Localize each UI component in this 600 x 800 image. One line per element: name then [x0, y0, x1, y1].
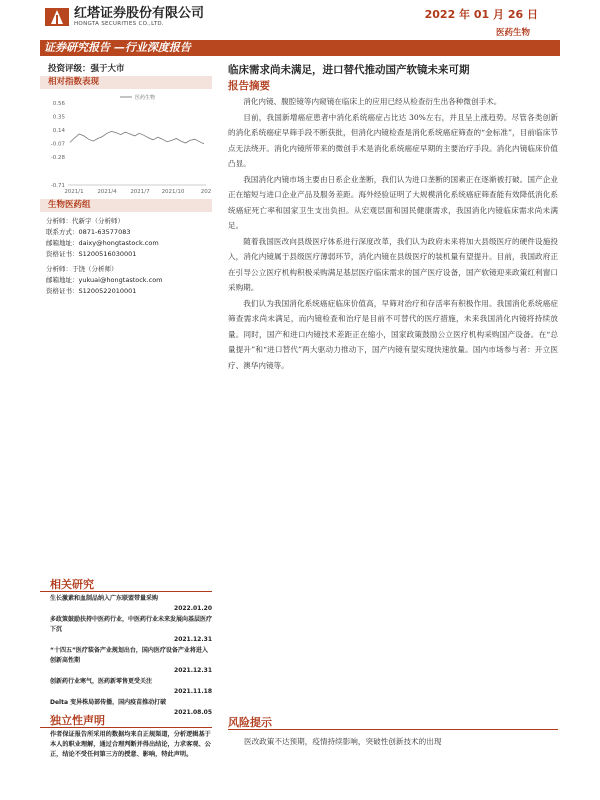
analyst-name: 分析师：于饶（分析师） — [46, 265, 118, 273]
series-line — [70, 131, 204, 143]
related-title[interactable]: 生长激素和血制品纳入广东联盟带量采购 — [50, 595, 159, 602]
related-item[interactable] — [40, 646, 212, 675]
x-tick-label: 2021/7 — [130, 189, 150, 195]
report-type-banner: 证券研究报告 —行业深度报告 — [40, 40, 560, 56]
related-date: 2021.11.18 — [174, 688, 212, 695]
independence-text: 作者保证报告所采用的数据均来自正规渠道，分析逻辑基于本人的职业理解，通过合理判断并得出结论，力求客观、公正，结论不受任何第三方的授意、影响，特此声明。 — [50, 731, 211, 758]
analyst-cert: 资格证书：S1200522010001 — [46, 287, 137, 295]
y-tick-label: 0.56 — [52, 101, 65, 107]
main-content — [228, 62, 558, 373]
related-date: 2021.12.31 — [174, 667, 212, 674]
related-title[interactable]: Delta 变异株局部传播，国内疫苗推动打破 — [50, 699, 167, 706]
investment-rating: 投资评级：强于大市 — [48, 64, 125, 74]
analyst-phone: 联系方式：0871-63577083 — [46, 228, 131, 236]
performance-chart-svg — [40, 89, 212, 199]
risk-section — [228, 714, 558, 747]
related-title[interactable]: 创新药行业寒气，医药新零售更受关注 — [50, 678, 153, 685]
related-date: 2022.01.20 — [174, 605, 212, 612]
report-date: 2022 年 01 月 26 日 — [424, 8, 538, 21]
related-item[interactable] — [40, 615, 212, 644]
performance-chart — [40, 89, 212, 199]
related-title[interactable]: “十四五”医疗装备产业规划出台，国内医疗设备产业将进入创新高性期 — [50, 647, 208, 664]
x-tick-label: 2021/4 — [97, 189, 117, 195]
independence-statement — [40, 712, 212, 760]
related-title[interactable]: 多政策鼓励扶持中医药行业，中医药行业未来发展向基层医疗下沉 — [50, 616, 213, 633]
company-logo — [44, 6, 204, 28]
sidebar — [40, 62, 212, 297]
analyst-cert: 资格证书：S1200516030001 — [46, 250, 137, 258]
company-name-cn: 红塔证券股份有限公司 — [74, 6, 205, 21]
related-item[interactable] — [40, 677, 212, 696]
abstract-paragraph: 消化内镜、腹腔镜等内窥镜在临床上的应用已经从检查衍生出各种微创手术。 — [243, 97, 502, 106]
industry-label: 医药生物 — [495, 28, 530, 38]
analyst-block-1 — [40, 216, 212, 260]
related-item[interactable] — [40, 594, 212, 613]
y-tick-label: 0.14 — [52, 128, 65, 135]
related-date: 2021.08.05 — [174, 709, 212, 716]
x-tick-label: 202 — [200, 189, 212, 195]
y-tick-label: 0.35 — [52, 114, 65, 121]
report-title: 临床需求尚未满足，进口替代推动国产软镜未来可期 — [228, 64, 470, 76]
analyst-email[interactable]: 邮箱地址：daixy@hongtastock.com — [46, 239, 159, 247]
risk-text: 医改政策不达预期，疫情持续影响，突破性创新技术的出现 — [244, 737, 442, 746]
related-heading: 相关研究 — [40, 576, 212, 592]
abstract-paragraph: 目前，我国新增癌症患者中消化系统癌症占比达 30%左右，并且呈上涨趋势。尽管各类创新的消化系统癌症早筛手段不断获批，但消化内镜检查是消化系统癌症筛查的“金标准”，目前临床节点无法绕开。消化内镜所带来的微创手术是消化系统癌症早期的主要治疗手段。消化内镜临床价值凸显。 — [228, 112, 558, 168]
related-date: 2021.12.31 — [174, 636, 212, 643]
hongta-logo-icon — [44, 6, 70, 28]
performance-heading: 相对指数表现 — [40, 76, 212, 89]
analyst-block-2 — [40, 264, 212, 297]
risk-heading: 风险提示 — [228, 714, 558, 730]
team-heading: 生物医药组 — [40, 199, 212, 212]
related-research — [40, 576, 212, 717]
y-tick-label: -0.07 — [50, 141, 65, 148]
y-tick-label: -0.71 — [50, 183, 65, 189]
y-tick-label: -0.28 — [50, 155, 65, 162]
legend-label: 医药生物 — [135, 95, 156, 101]
independence-heading: 独立性声明 — [40, 712, 212, 728]
abstract-heading: 报告摘要 — [228, 80, 270, 92]
abstract-paragraph: 我国消化内镜市场主要由日系企业垄断，我们认为进口垄断的国素正在逐渐被打破。国产企业正在缩短与进口企业产品及服务差距。海外经验证明了大规模消化系统癌症筛查能有效降低消化系统癌症死亡率和国家卫生支出负担。从宏观层面和国民健康需求，我国消化内镜临床需求尚未满足。 — [228, 174, 558, 230]
analyst-email[interactable]: 邮箱地址：yukuai@hongtastock.com — [46, 276, 163, 284]
abstract-paragraph: 我们认为我国消化系统癌症临床价值高，早筛对治疗和存活率有积极作用。我国消化系统癌症筛查需求尚未满足，而内镜检查和治疗是目前不可替代的医疗措施，未来我国消化内镜将持续放量。同时，国产和进口内镜技术差距正在缩小，国家政策鼓励公立医疗机构采购国产设备。在“总量提升”和“进口替代”两大驱动力推动下，国产内镜有望实现快速放量。国内市场参与者：开立医疗、澳华内镜等。 — [228, 298, 558, 370]
company-name-en: HONGTA SECURITIES CO.,LTD. — [74, 21, 164, 27]
x-tick-label: 2021/1 — [64, 189, 84, 195]
abstract-paragraph: 随着我国医改向县级医疗体系进行深度改革，我们认为政府未来将加大县级医疗的硬件设施投入，消化内镜属于县级医疗薄弱环节，消化内镜在县级医疗的装机量有望提升。目前，我国政府正在引导公立医疗机构积极采购满足基层医疗临床需求的国产医疗设备，国产软镜迎来政策红利窗口采购期。 — [228, 236, 558, 292]
x-tick-label: 2021/10 — [161, 189, 185, 195]
analyst-name: 分析师：代新宇（分析师） — [46, 217, 124, 225]
